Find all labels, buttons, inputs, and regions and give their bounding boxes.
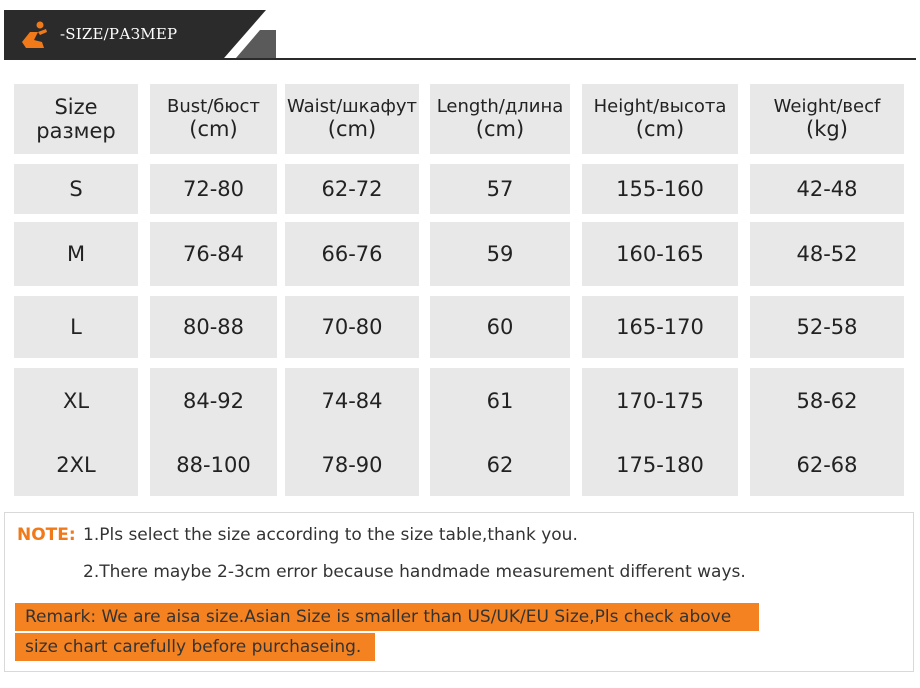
header-cell-weight: [750, 84, 904, 154]
header-unit: (cm): [635, 117, 685, 142]
remark-line-1: Remark: We are aisa size.Asian Size is smaller than US/UK/EU Size,Pls check above: [15, 603, 759, 631]
table-cell-weight: 52-58: [750, 296, 904, 358]
notes-box: [4, 512, 914, 672]
header-divider: [4, 58, 916, 60]
table-cell-bust: 72-80: [150, 164, 277, 214]
table-cell-size: XL: [14, 368, 138, 434]
table-cell-waist: 66-76: [285, 222, 419, 286]
table-cell-waist: 78-90: [285, 434, 419, 496]
header-banner: [4, 10, 916, 60]
table-cell-bust: 80-88: [150, 296, 277, 358]
header-label: Waist/шкафут: [286, 95, 418, 117]
table-cell-weight: 58-62: [750, 368, 904, 434]
header-title: -SIZE/РАЗМЕР: [60, 25, 178, 43]
header-label: Length/длина: [436, 95, 564, 117]
header-unit: размер: [36, 119, 116, 143]
table-cell-length: 61: [430, 368, 570, 434]
table-cell-height: 165-170: [582, 296, 738, 358]
table-cell-height: 175-180: [582, 434, 738, 496]
header-cell-size: [14, 84, 138, 154]
table-cell-length: 59: [430, 222, 570, 286]
table-cell-weight: 42-48: [750, 164, 904, 214]
table-cell-weight: 48-52: [750, 222, 904, 286]
header-cell-height: [582, 84, 738, 154]
header-label: Height/высота: [593, 95, 727, 117]
table-cell-size: 2XL: [14, 434, 138, 496]
header-unit: (kg): [806, 117, 848, 142]
table-cell-weight: 62-68: [750, 434, 904, 496]
table-cell-length: 57: [430, 164, 570, 214]
table-cell-size: S: [14, 164, 138, 214]
header-unit: (cm): [327, 117, 377, 142]
table-cell-size: M: [14, 222, 138, 286]
header-unit: (cm): [475, 117, 525, 142]
table-cell-waist: 74-84: [285, 368, 419, 434]
remark-line-2: size chart carefully before purchaseing.: [15, 633, 375, 661]
table-cell-waist: 62-72: [285, 164, 419, 214]
header-label: Size: [54, 94, 98, 119]
table-cell-bust: 88-100: [150, 434, 277, 496]
table-cell-height: 160-165: [582, 222, 738, 286]
header-cell-waist: [285, 84, 419, 154]
table-cell-waist: 70-80: [285, 296, 419, 358]
table-cell-size: L: [14, 296, 138, 358]
table-cell-length: 62: [430, 434, 570, 496]
header-cell-bust: [150, 84, 277, 154]
note-label: NOTE:: [17, 525, 76, 545]
header-label: Weight/весf: [773, 95, 881, 117]
table-cell-length: 60: [430, 296, 570, 358]
table-cell-bust: 84-92: [150, 368, 277, 434]
header-unit: (cm): [189, 117, 238, 142]
running-figure-logo-icon: [18, 20, 50, 50]
table-cell-height: 155-160: [582, 164, 738, 214]
note-line-1: 1.Pls select the size according to the size table,thank you.: [83, 525, 578, 545]
table-cell-height: 170-175: [582, 368, 738, 434]
note-line-2: 2.There maybe 2-3cm error because handmade measurement different ways.: [83, 562, 746, 582]
header-cell-length: [430, 84, 570, 154]
header-label: Bust/бюст: [167, 95, 260, 117]
table-cell-bust: 76-84: [150, 222, 277, 286]
